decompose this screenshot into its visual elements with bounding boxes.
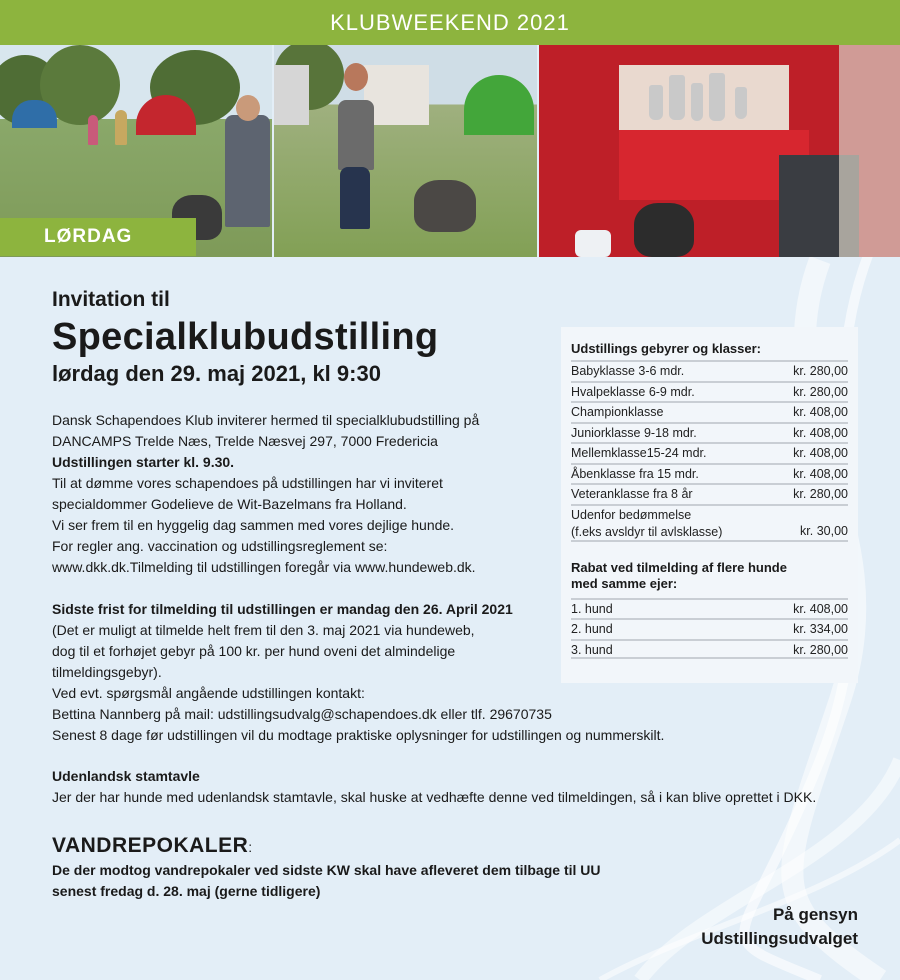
discount-price: kr. 408,00 (793, 601, 848, 616)
fee-class: Hvalpeklasse 6-9 mdr. (571, 384, 695, 399)
signoff-greeting: På gensyn (772, 905, 858, 924)
trophies-text (52, 860, 601, 902)
fee-price: kr. 408,00 (793, 466, 848, 481)
event-date: lørdag den 29. maj 2021, kl 9:30 (52, 361, 381, 386)
fee-price: kr. 408,00 (793, 405, 848, 419)
fee-class: Veteranklasse fra 8 år (571, 487, 693, 501)
trophies-section (52, 834, 601, 902)
trophies-heading-text: VANDREPOKALER (52, 834, 249, 857)
discount-price: kr. 280,00 (793, 642, 848, 657)
deadline-line: (Det er muligt at tilmelde helt frem til den 3. maj 2021 via hundeweb, (52, 622, 475, 638)
intro-line: Vi ser frem til en hyggelig dag sammen med vores dejlige hunde. (52, 517, 455, 533)
fee-class: Mellemklasse15-24 mdr. (571, 446, 707, 460)
fee-price: kr. 280,00 (793, 384, 848, 399)
deadline-heading: Sidste frist for tilmelding til udstillingen er mandag den 26. April 2021 (52, 601, 513, 617)
intro-line: specialdommer Godelieve de Wit-Bazelmans fra Holland. (52, 496, 407, 512)
intro-line: DANCAMPS Trelde Næs, Trelde Næsvej 297, 7000 Fredericia (52, 433, 438, 449)
foreign-pedigree-section (52, 766, 816, 808)
page-title: Specialklubudstilling (52, 316, 439, 358)
discount-title-line: Rabat ved tilmelding af flere hunde (571, 559, 787, 575)
fee-row (571, 442, 848, 463)
fee-price: kr. 408,00 (793, 425, 848, 440)
invite-heading: Invitation til (52, 288, 170, 311)
deadline-line: Senest 8 dage før udstillingen vil du modtage praktiske oplysninger for udstillingen og nummerskilt. (52, 727, 665, 743)
fee-class: Babyklasse 3-6 mdr. (571, 364, 685, 378)
photo-handler-with-dog (274, 45, 537, 257)
discount-row (571, 639, 848, 660)
intro-section (52, 410, 479, 578)
fee-row (571, 483, 848, 504)
fee-class: Championklasse (571, 405, 664, 419)
deadline-line: dog til et forhøjet gebyr på 100 kr. per hund oveni det almindelige (52, 643, 456, 659)
intro-line: Til at dømme vores schapendoes på udstillingen har vi inviteret (52, 475, 443, 491)
photo-trophy-tent (539, 45, 900, 257)
intro-line: Dansk Schapendoes Klub inviterer hermed til specialklubudstilling på (52, 412, 480, 428)
discount-title-line: med samme ejer: (571, 575, 678, 591)
signoff (701, 903, 858, 951)
foreign-heading: Udenlandsk stamtavle (52, 768, 200, 784)
start-time-note: Udstillingen starter kl. 9.30. (52, 454, 235, 470)
fee-table-title: Udstillings gebyrer og klasser: (571, 341, 762, 356)
fee-class: Åbenklasse fra 15 mdr. (571, 466, 699, 481)
fee-class (571, 507, 722, 540)
trophies-line: De der modtog vandrepokaler ved sidste KW skal have afleveret dem tilbage til UU (52, 862, 601, 878)
signoff-committee: Udstillingsudvalget (701, 929, 858, 948)
fee-price: kr. 280,00 (793, 487, 848, 501)
fee-class-line: (f.eks avsldyr til avlsklasse) (571, 524, 723, 539)
discount-price: kr. 334,00 (793, 622, 848, 636)
fee-price: kr. 408,00 (793, 446, 848, 460)
fee-row-special (571, 504, 848, 542)
discount-row (571, 618, 848, 639)
intro-line: www.dkk.dk.Tilmelding til udstillingen foregår via www.hundeweb.dk. (52, 559, 476, 575)
discount-row (571, 598, 848, 619)
deadline-line: Bettina Nannberg på mail: udstillingsudvalg@schapendoes.dk eller tlf. 29670735 (52, 706, 552, 722)
fee-row (571, 422, 848, 443)
fee-row (571, 401, 848, 422)
trophies-heading-colon: : (248, 839, 253, 855)
fee-class-line: Udenfor bedømmelse (571, 507, 692, 522)
fee-row (571, 463, 848, 484)
trophies-line: senest fredag d. 28. maj (gerne tidligere) (52, 883, 321, 899)
fee-table (561, 327, 858, 683)
discount-title (571, 560, 848, 592)
heading-block (52, 288, 438, 387)
fee-price: kr. 280,00 (793, 364, 848, 378)
trophies-heading (52, 834, 601, 858)
discount-label: 1. hund (571, 601, 613, 616)
event-banner: KLUBWEEKEND 2021 (0, 0, 900, 45)
deadline-line: Ved evt. spørgsmål angående udstillingen kontakt: (52, 685, 365, 701)
fee-row (571, 360, 848, 381)
day-label: LØRDAG (0, 218, 196, 256)
discount-label: 3. hund (571, 642, 613, 657)
fee-row (571, 381, 848, 402)
foreign-text: Jer der har hunde med udenlandsk stamtavle, skal huske at vedhæfte denne ved tilmeldingen, så i kan blive oprettet i DKK. (52, 789, 817, 805)
discount-label: 2. hund (571, 622, 613, 636)
fee-price: kr. 30,00 (800, 523, 848, 538)
fee-class: Juniorklasse 9-18 mdr. (571, 425, 697, 440)
deadline-line: tilmeldingsgebyr). (52, 664, 162, 680)
intro-line: For regler ang. vaccination og udstillingsreglement se: (52, 538, 388, 554)
